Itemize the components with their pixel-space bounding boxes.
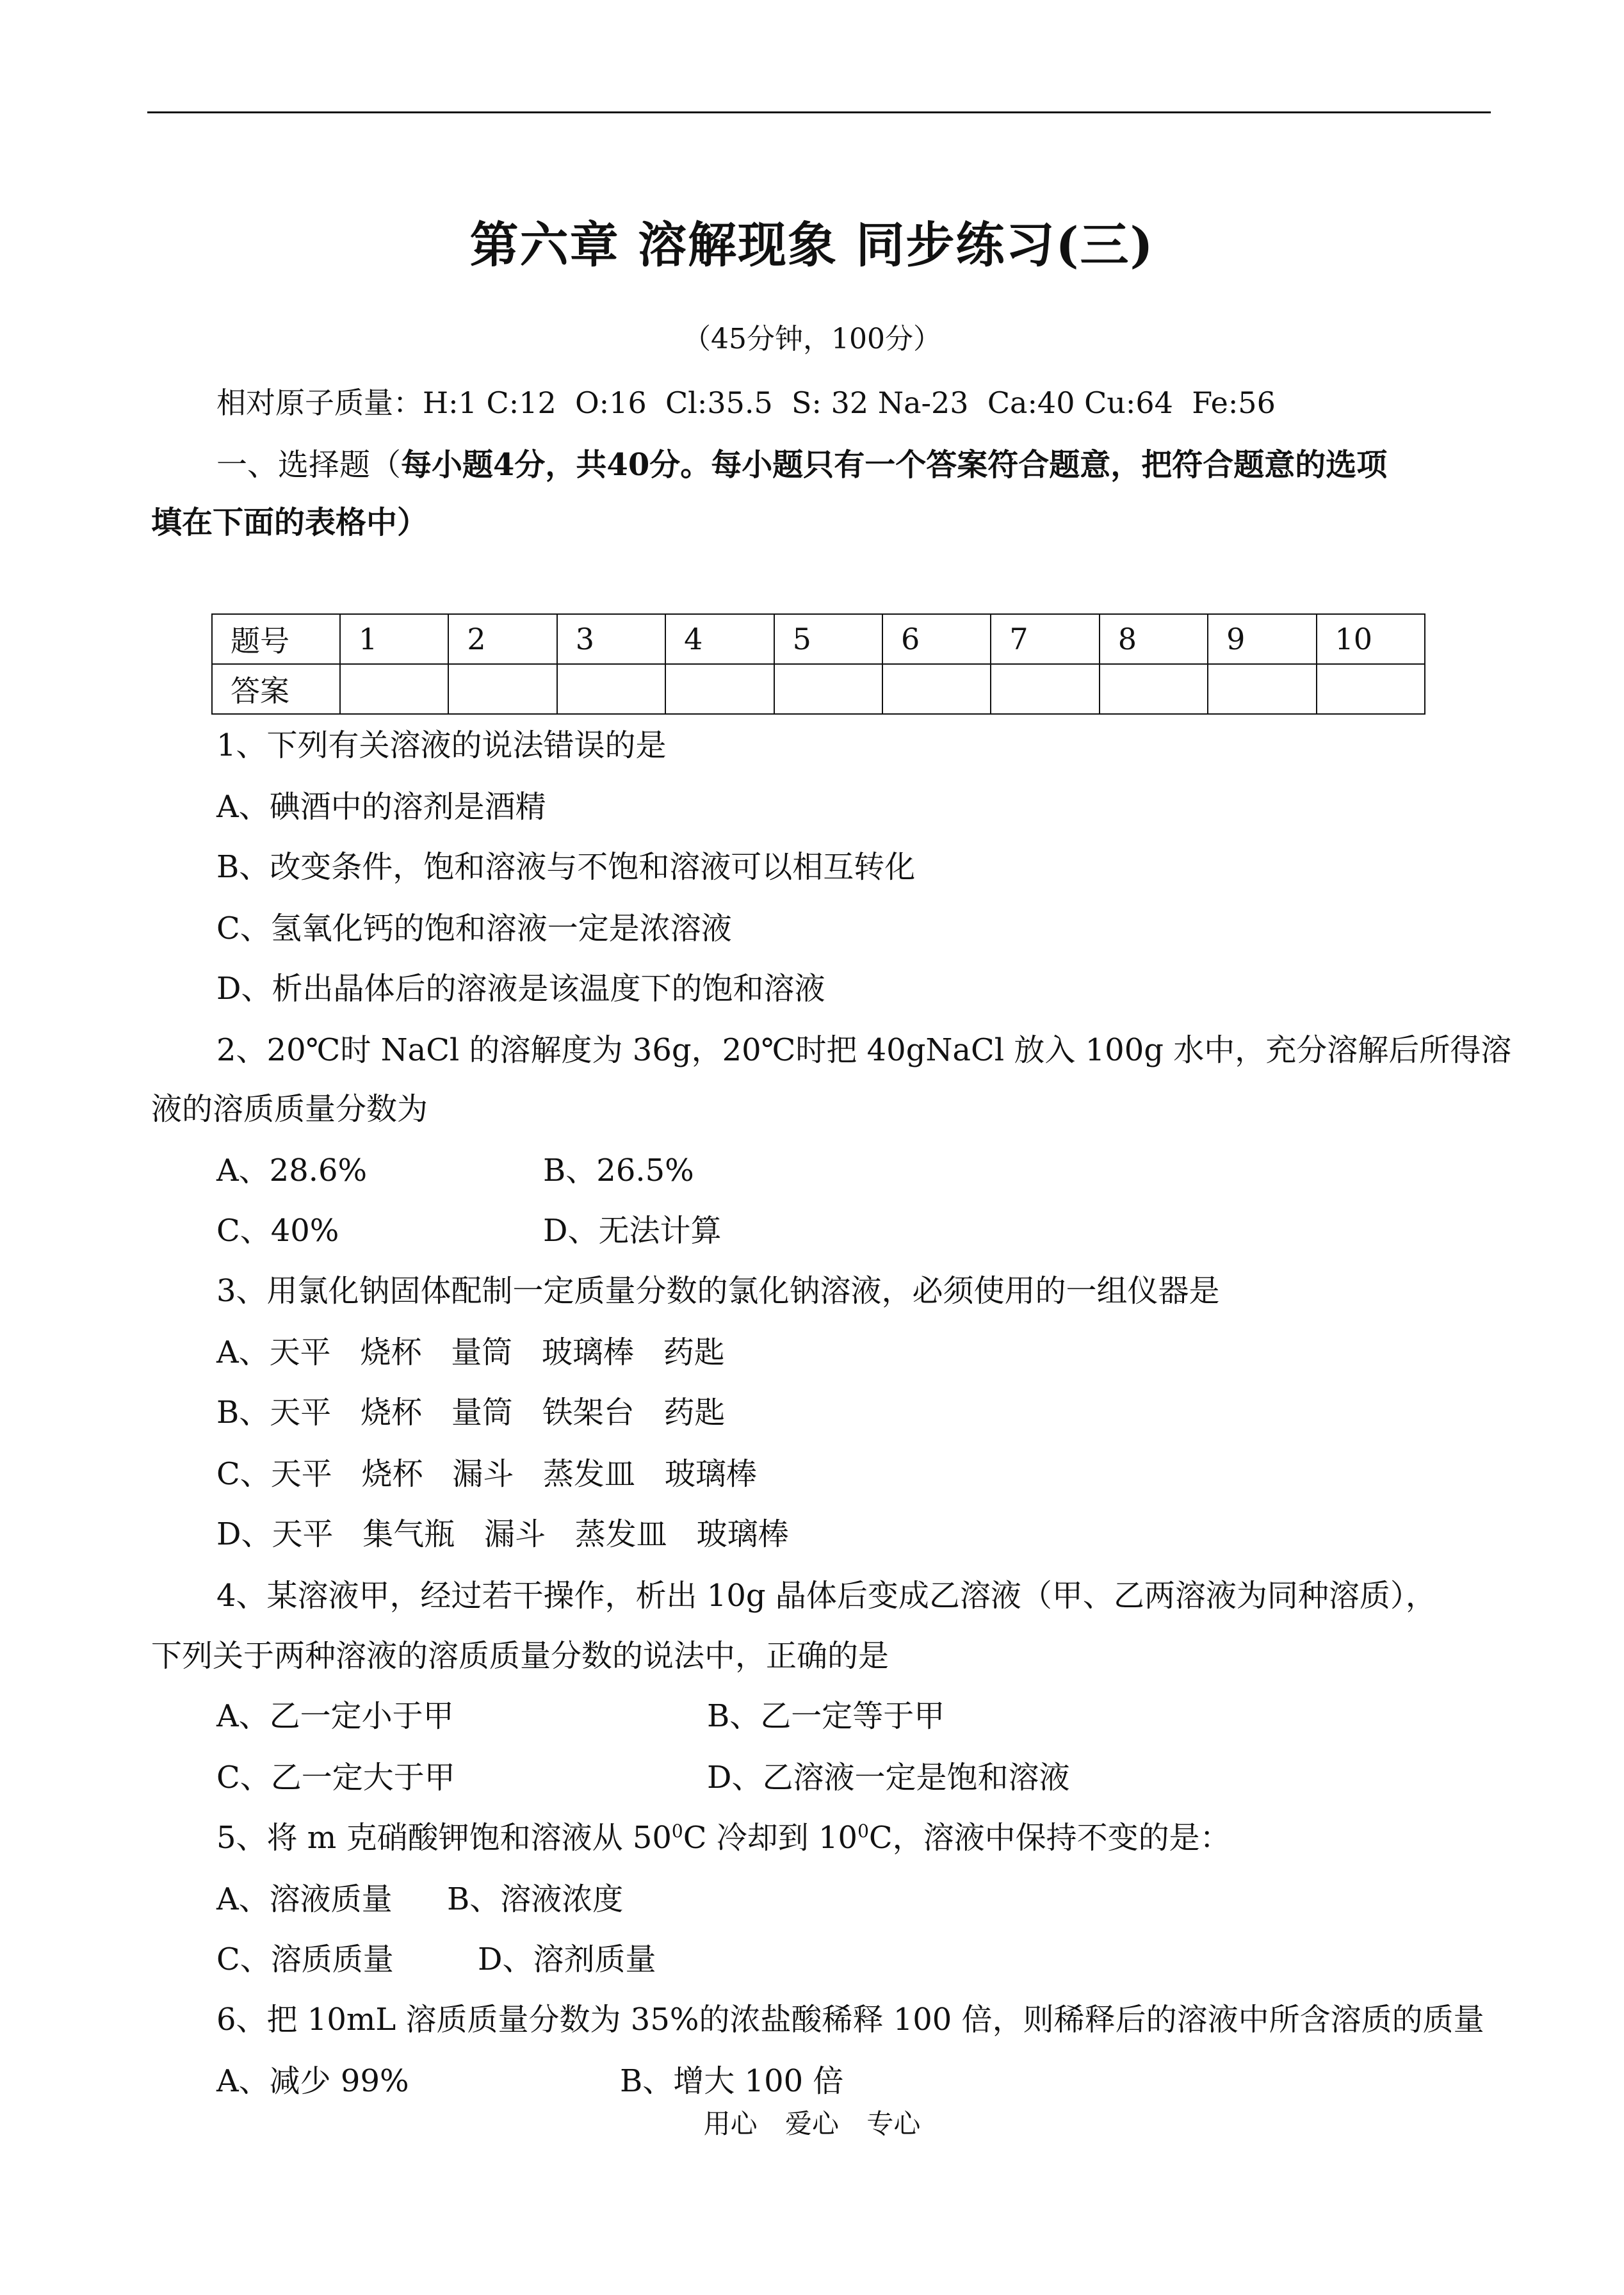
section1-heading bbox=[216, 447, 1388, 483]
answer-cell[interactable] bbox=[1208, 664, 1316, 714]
q4-stem: 4、某溶液甲，经过若干操作，析出 10g 晶体后变成乙溶液（甲、乙两溶液为同种溶质）， bbox=[216, 1578, 1436, 1614]
answer-cell[interactable] bbox=[557, 664, 665, 714]
q4-option-c: C、乙一定大于甲 bbox=[216, 1760, 455, 1796]
answer-cell[interactable] bbox=[774, 664, 882, 714]
answer-cell[interactable] bbox=[665, 664, 774, 714]
table-cell: 1 bbox=[340, 614, 448, 664]
section1-heading-bold: 每小题4分，共40分。每小题只有一个答案符合题意，把符合题意的选项 bbox=[401, 447, 1388, 483]
q3-stem: 3、用氯化钠固体配制一定质量分数的氯化钠溶液，必须使用的一组仪器是 bbox=[216, 1273, 1220, 1309]
degree-superscript: 0 bbox=[857, 1821, 869, 1842]
answer-cell[interactable] bbox=[882, 664, 991, 714]
page-footer: 用心 爱心 专心 bbox=[703, 2108, 921, 2139]
q1-option-d: D、析出晶体后的溶液是该温度下的饱和溶液 bbox=[216, 971, 825, 1007]
q2-stem-cont: 液的溶质质量分数为 bbox=[151, 1091, 428, 1127]
q2-option-a: A、28.6% bbox=[216, 1153, 368, 1188]
q6-stem: 6、把 10mL 溶质质量分数为 35%的浓盐酸稀释 100 倍，则稀释后的溶液中所含溶质的质量 bbox=[216, 2002, 1484, 2038]
q6-option-a: A、减少 99% bbox=[216, 2063, 409, 2099]
table-cell: 10 bbox=[1317, 614, 1425, 664]
q5-stem bbox=[216, 1820, 1231, 1856]
q5-option-d: D、溶剂质量 bbox=[478, 1942, 656, 1977]
page-subtitle: （45分钟，100分） bbox=[683, 323, 941, 355]
q4-stem-cont: 下列关于两种溶液的溶质质量分数的说法中，正确的是 bbox=[151, 1638, 889, 1674]
q5-stem-part: C 冷却到 10 bbox=[683, 1820, 858, 1856]
table-cell: 8 bbox=[1100, 614, 1208, 664]
section1-heading-prefix: 一、选择题（ bbox=[216, 447, 402, 483]
answer-table-header-row bbox=[212, 614, 1425, 664]
table-cell: 答案 bbox=[212, 664, 340, 714]
q3-option-b: B、天平 烧杯 量筒 铁架台 药匙 bbox=[216, 1395, 726, 1431]
q5-stem-part: C，溶液中保持不变的是： bbox=[868, 1820, 1231, 1856]
answer-cell[interactable] bbox=[1100, 664, 1208, 714]
table-cell: 4 bbox=[665, 614, 774, 664]
q5-stem-part: 5、将 m 克硝酸钾饱和溶液从 50 bbox=[216, 1820, 672, 1856]
q6-option-b: B、增大 100 倍 bbox=[620, 2063, 844, 2099]
answer-cell[interactable] bbox=[991, 664, 1099, 714]
table-cell: 5 bbox=[774, 614, 882, 664]
q5-option-c: C、溶质质量 bbox=[216, 1942, 394, 1977]
answer-cell[interactable] bbox=[1317, 664, 1425, 714]
q3-option-d: D、天平 集气瓶 漏斗 蒸发皿 玻璃棒 bbox=[216, 1516, 789, 1552]
answer-cell[interactable] bbox=[448, 664, 556, 714]
answer-cell[interactable] bbox=[340, 664, 448, 714]
q5-option-b: B、溶液浓度 bbox=[447, 1881, 624, 1917]
q3-option-c: C、天平 烧杯 漏斗 蒸发皿 玻璃棒 bbox=[216, 1456, 757, 1492]
table-cell: 2 bbox=[448, 614, 556, 664]
atomic-masses: 相对原子质量：H:1 C:12 O:16 Cl:35.5 S: 32 Na-23 Ca:40 Cu:64 Fe:56 bbox=[216, 385, 1276, 420]
header-rule bbox=[147, 111, 1491, 113]
q2-stem: 2、20℃时 NaCl 的溶解度为 36g，20℃时把 40gNaCl 放入 100g 水中，充分溶解后所得溶 bbox=[216, 1032, 1512, 1068]
q2-option-c: C、40% bbox=[216, 1213, 339, 1249]
answer-table-answer-row bbox=[212, 664, 1425, 714]
q1-stem: 1、下列有关溶液的说法错误的是 bbox=[216, 727, 667, 763]
q4-option-d: D、乙溶液一定是饱和溶液 bbox=[707, 1760, 1070, 1796]
page-title: 第六章 溶解现象 同步练习(三) bbox=[469, 216, 1155, 273]
q1-option-b: B、改变条件，饱和溶液与不饱和溶液可以相互转化 bbox=[216, 849, 916, 885]
table-cell: 9 bbox=[1208, 614, 1316, 664]
q5-option-a: A、溶液质量 bbox=[216, 1881, 393, 1917]
q4-option-b: B、乙一定等于甲 bbox=[707, 1698, 945, 1734]
q2-option-d: D、无法计算 bbox=[543, 1213, 722, 1249]
q1-option-c: C、氢氧化钙的饱和溶液一定是浓溶液 bbox=[216, 911, 732, 946]
degree-superscript: 0 bbox=[671, 1821, 683, 1842]
q4-option-a: A、乙一定小于甲 bbox=[216, 1698, 454, 1734]
q3-option-a: A、天平 烧杯 量筒 玻璃棒 药匙 bbox=[216, 1334, 725, 1370]
section1-heading-cont: 填在下面的表格中） bbox=[151, 505, 428, 540]
table-cell: 6 bbox=[882, 614, 991, 664]
q2-option-b: B、26.5% bbox=[543, 1153, 694, 1188]
table-cell: 3 bbox=[557, 614, 665, 664]
q1-option-a: A、碘酒中的溶剂是酒精 bbox=[216, 789, 546, 825]
answer-table bbox=[211, 613, 1425, 715]
table-cell: 题号 bbox=[212, 614, 340, 664]
table-cell: 7 bbox=[991, 614, 1099, 664]
